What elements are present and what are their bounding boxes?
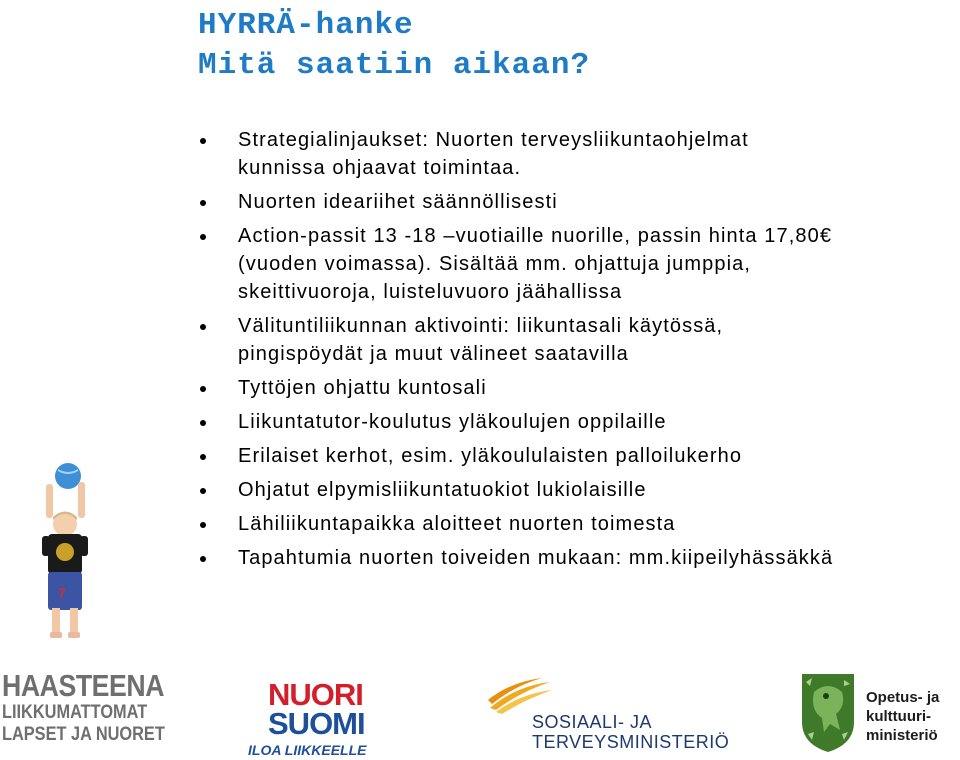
title-line-2: Mitä saatiin aikaan?: [198, 48, 591, 83]
haasteena-logo: [2, 668, 165, 746]
bullet-item: [198, 408, 960, 436]
bullet-line: (vuoden voimassa). Sisältää mm. ohjattuja jumppia,: [238, 253, 751, 275]
stm-line-1: SOSIAALI- JA: [532, 712, 653, 732]
bullet-item: [198, 126, 960, 182]
stm-line-2: TERVEYSMINISTERIÖ: [532, 732, 730, 752]
bullet-line: Nuorten ideariihet säännöllisesti: [238, 191, 558, 213]
bullet-line: Action-passit 13 -18 –vuotiaille nuorille, passin hinta 17,80€: [238, 225, 833, 247]
bullet-list: [198, 126, 960, 578]
nuori-suomi-line-2: SUOMI: [268, 706, 365, 741]
bullet-item: [198, 510, 960, 538]
slide-title: [198, 6, 590, 86]
okm-line-1: Opetus- ja: [866, 689, 940, 706]
bullet-line: Lähiliikuntapaikka aloitteet nuorten toimesta: [238, 513, 676, 535]
bullet-line: Liikuntatutor-koulutus yläkoulujen oppilaille: [238, 411, 667, 433]
bullet-item: [198, 374, 960, 402]
sun-swoosh-icon: [486, 678, 556, 714]
nuori-suomi-logo: [248, 677, 398, 760]
title-line-1: HYRRÄ-hanke: [198, 8, 414, 43]
haasteena-line-3: LAPSET JA NUORET: [2, 724, 165, 745]
bullet-line: pingispöydät ja muut välineet saatavilla: [238, 343, 629, 365]
ball-icon: [55, 463, 81, 489]
stm-logo: [476, 678, 730, 752]
bullet-item: [198, 476, 960, 504]
okm-logo: [796, 670, 960, 754]
svg-text:7: 7: [58, 585, 66, 601]
bullet-line: Tyttöjen ohjattu kuntosali: [238, 377, 487, 399]
child-holding-ball-illustration: [28, 462, 98, 642]
bullet-item: [198, 442, 960, 470]
bullet-line: Tapahtumia nuorten toiveiden mukaan: mm.kiipeilyhässäkkä: [238, 547, 834, 569]
bullet-line: kunnissa ohjaavat toimintaa.: [238, 157, 522, 179]
bullet-line: skeittivuoroja, luisteluvuoro jäähallissa: [238, 281, 623, 303]
nuori-suomi-line-1: NUORI: [268, 677, 363, 712]
bullet-line: Strategialinjaukset: Nuorten terveysliikuntaohjelmat: [238, 129, 749, 151]
bullet-line: Erilaiset kerhot, esim. yläkoululaisten palloilukerho: [238, 445, 743, 467]
bullet-item: [198, 188, 960, 216]
bullet-item: [198, 312, 960, 368]
lion-crest-icon: [796, 670, 860, 754]
bullet-line: Välituntiliikunnan aktivointi: liikuntasali käytössä,: [238, 315, 724, 337]
okm-line-3: ministeriö: [866, 727, 938, 744]
nuori-suomi-slogan: ILOA LIIKKEELLE: [248, 742, 367, 758]
bullet-line: Ohjatut elpymisliikuntatuokiot lukiolaisille: [238, 479, 647, 501]
okm-line-2: kulttuuri-: [866, 708, 931, 725]
haasteena-line-1: HAASTEENA: [2, 668, 165, 703]
haasteena-line-2: LIIKKUMATTOMAT: [2, 702, 148, 723]
bullet-item: [198, 222, 960, 306]
bullet-item: [198, 544, 960, 572]
